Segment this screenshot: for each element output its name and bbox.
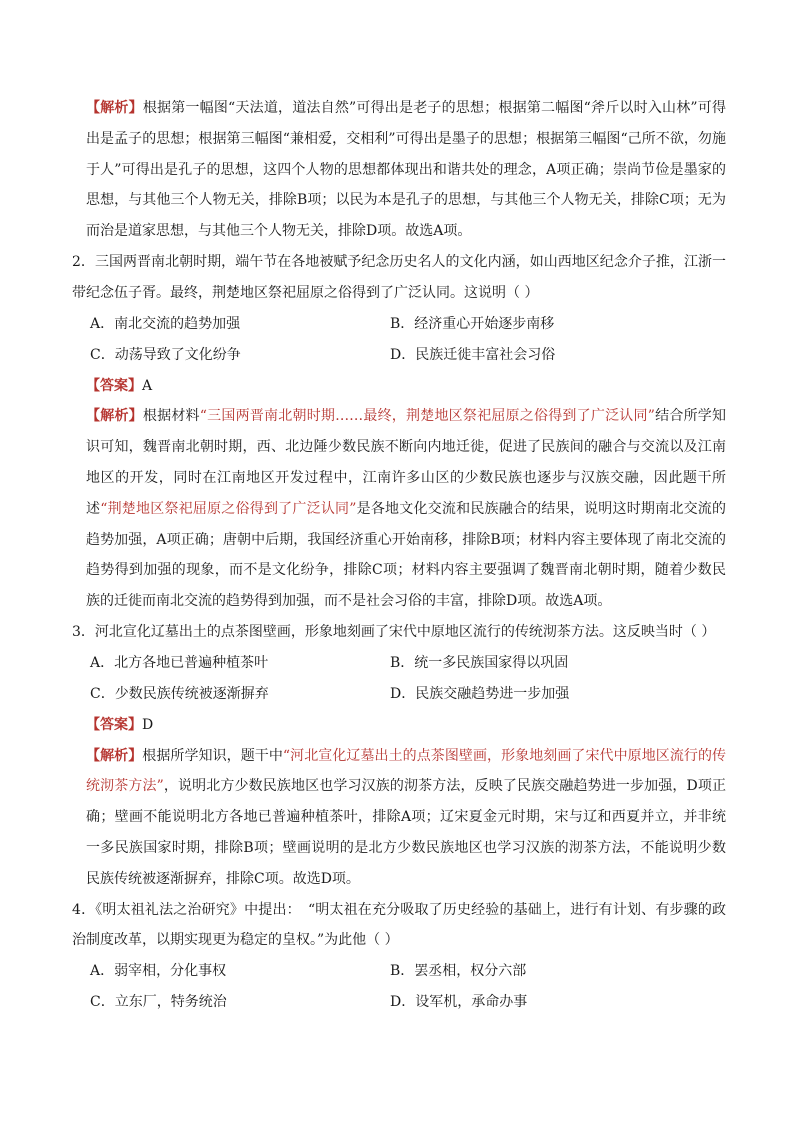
q2-analysis xyxy=(86,401,726,617)
analysis-tag: 【解析】 xyxy=(86,408,143,425)
answer-value: D xyxy=(142,716,154,733)
q2-stem: 2．三国两晋南北朝时期，端午节在各地被赋予纪念历史名人的文化内涵，如山西地区纪念介子推，江浙一带纪念伍子胥。最终，荆楚地区祭祀屈原之俗得到了广泛认同。这说明（ ） xyxy=(72,253,726,301)
q1-analysis xyxy=(86,93,726,247)
q3-stem: 3．河北宣化辽墓出土的点茶图壁画，形象地刻画了宋代中原地区流行的传统沏茶方法。这反映当时（ ） xyxy=(72,623,716,640)
analysis-quote: “三国两晋南北朝时期……最终，荆楚地区祭祀屈原之俗得到了广泛认同” xyxy=(199,408,655,425)
answer-tag: 【答案】 xyxy=(86,716,142,733)
analysis-text: 根据材料 xyxy=(142,408,200,425)
analysis-text: 是各地文化交流和民族融合的结果，说明这时期南北交流的趋势加强，A项正确；唐朝中后期，我国经济重心开始南移，排除B项；材料内容主要体现了南北交流的趋势得到加强的现象，而不是文化纷争，排除C项；材料内容主要强调了魏晋南北朝时期，随着少数民族的迁徙而南北交流的趋势得到加强，而不是社会习俗的丰富，排除D项。故选A项。 xyxy=(86,500,726,610)
q3-option-a: A．北方各地已普遍种植茶叶 xyxy=(90,654,269,671)
q3-option-c: C．少数民族传统被逐渐摒弃 xyxy=(90,685,269,702)
q2-options xyxy=(86,309,726,371)
q4-option-a: A．弱宰相，分化事权 xyxy=(90,963,227,980)
q3-answer xyxy=(86,710,726,741)
q3-option-b: B．统一多民族国家得以巩固 xyxy=(390,654,569,671)
q3-option-d: D．民族交融趋势进一步加强 xyxy=(390,685,570,702)
q2-option-a: A．南北交流的趋势加强 xyxy=(90,315,241,332)
analysis-text: 根据第一幅图“天法道，道法自然”可得出是老子的思想；根据第二幅图“斧斤以时入山林”可得出是孟子的思想；根据第三幅图“兼相爱，交相利”可得出是墨子的思想；根据第三幅图“己所不欲，勿施于人”可得出是孔子的思想，这四个人物的思想都体现出和谐共处的理念，A项正确；崇尚节俭是墨家的思想，与其他三个人物无关，排除B项；以民为本是孔子的思想，与其他三个人物无关，排除C项；无为而治是道家思想，与其他三个人物无关，排除D项。故选A项。 xyxy=(86,100,727,240)
analysis-quote: “荆楚地区祭祀屈原之俗得到了广泛认同” xyxy=(100,500,357,517)
q4-option-b: B．罢丞相，权分六部 xyxy=(390,963,527,980)
q2-option-d: D．民族迁徙丰富社会习俗 xyxy=(390,346,556,363)
analysis-tag: 【解析】 xyxy=(86,100,143,116)
analysis-tag: 【解析】 xyxy=(86,747,143,764)
q3-analysis xyxy=(86,741,726,895)
content xyxy=(72,93,727,1018)
answer-value: A xyxy=(142,377,153,394)
q3-options xyxy=(86,648,726,710)
q2-option-c: C．动荡导致了文化纷争 xyxy=(90,346,241,363)
q4-option-d: D．设军机，承命办事 xyxy=(390,994,528,1011)
analysis-quote: “河北宣化辽墓出土的点茶图壁画，形象地刻画了宋代中原地区流行的传统沏茶方法” xyxy=(86,747,727,795)
q2-option-b: B．经济重心开始逐步南移 xyxy=(390,315,555,332)
q4-stem: 4．《明太祖礼法之治研究》中提出： “明太祖在充分吸取了历史经验的基础上，进行有计划、有步骤的政治制度改革，以期实现更为稳定的皇权。”为此他（ ） xyxy=(72,901,726,949)
q4-options xyxy=(86,956,726,1018)
analysis-text: 结合所学知识可知，魏晋南北朝时期，西、北边陲少数民族不断向内地迁徙，促进了民族间的融合与交流以及江南地区的开发，同时在江南地区开发过程中，江南许多山区的少数民族也逐步与汉族交融，因此题干所述 xyxy=(86,408,727,517)
q2-answer xyxy=(86,371,726,402)
q4-option-c: C．立东厂，特务统治 xyxy=(90,994,227,1011)
analysis-text: 根据所学知识，题干中 xyxy=(142,747,283,764)
answer-tag: 【答案】 xyxy=(86,377,142,394)
analysis-text: ，说明北方少数民族地区也学习汉族的沏茶方法，反映了民族交融趋势进一步加强，D项正确；壁画不能说明北方各地已普遍种植茶叶，排除A项；辽宋夏金元时期，宋与辽和西夏并立，并非统一多民族国家时期，排除B项；壁画说明的是北方少数民族地区也学习汉族的沏茶方法，不能说明少数民族传统被逐渐摒弃，排除C项。故选D项。 xyxy=(86,778,726,887)
